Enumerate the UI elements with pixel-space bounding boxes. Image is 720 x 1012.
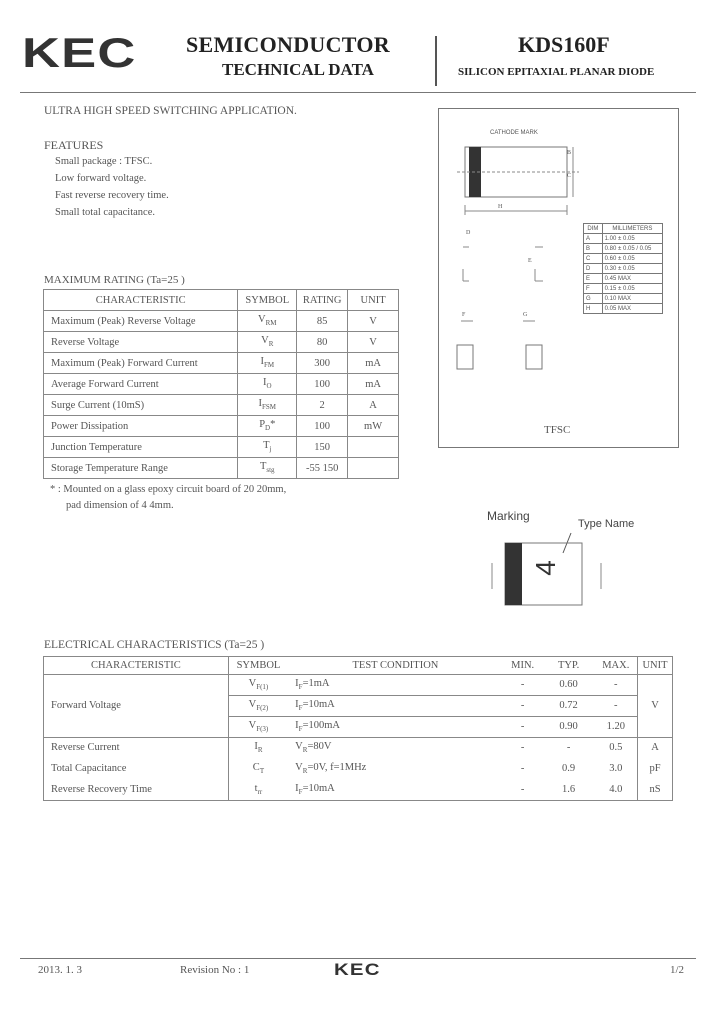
characteristic-cell: Surge Current (10mS) (44, 395, 238, 416)
footer-page-number: 1/2 (670, 964, 685, 976)
symbol-cell: $T_{stg}$ (238, 458, 297, 479)
characteristic-cell: Total Capacitance (44, 758, 229, 779)
table-row (44, 395, 399, 416)
symbol-cell: $V_{F(1)}$ (228, 674, 288, 695)
footer-logo: KEC (334, 960, 381, 979)
symbol-cell: $t_{rr}$ (228, 779, 288, 800)
min-cell: - (520, 742, 525, 754)
condition-cell: $V_R=0V$, f=1MHz (295, 761, 367, 776)
cathode-band (505, 543, 522, 605)
dim-value: 0.05 MAX (602, 304, 662, 314)
unit-cell: nS (638, 779, 673, 800)
min-cell: - (503, 779, 543, 800)
condition-cell: $I_F=10mA$ (288, 695, 503, 716)
symbol-cell: $I_{FM}$ (238, 353, 297, 374)
dim-label-e: E (528, 258, 532, 264)
typ-cell: 0.60 (559, 679, 578, 690)
table-row (44, 311, 399, 332)
dim-key: A (584, 234, 603, 244)
symbol-cell: $V_{F(3)}$ (228, 716, 288, 737)
dim-label-d: D (466, 230, 471, 236)
footer-revision: Revision No : 1 (180, 964, 250, 976)
header-title: SEMICONDUCTOR (186, 32, 390, 57)
symbol-cell: $C_T$ (228, 758, 288, 779)
min-cell: - (520, 679, 525, 690)
characteristic-cell: Maximum (Peak) Forward Current (44, 353, 238, 374)
min-cell: - (520, 763, 525, 774)
dim-value: 1.00 ± 0.05 (602, 234, 662, 244)
rating-cell: 2 (297, 395, 348, 416)
condition-cell: $I_F=1mA$ (295, 677, 330, 692)
table-row (44, 437, 399, 458)
min-cell: - (503, 695, 543, 716)
footer-date: 2013. 1. 3 (38, 964, 82, 976)
dim-label-a: H (498, 204, 503, 210)
max-rating-table (43, 289, 399, 479)
column-header: CHARACTERISTIC (44, 290, 238, 311)
table-row (44, 674, 673, 695)
table-row (44, 374, 399, 395)
part-number: KDS160F (518, 32, 610, 57)
header-rule (20, 92, 696, 93)
type-name-label: Type Name (578, 518, 635, 530)
column-header: TYP. (543, 657, 595, 674)
unit-cell: mA (348, 374, 399, 395)
part-description: SILICON EPITAXIAL PLANAR DIODE (458, 66, 655, 78)
dim-value: 0.10 MAX (602, 294, 662, 304)
characteristic-cell: Forward Voltage (44, 674, 229, 737)
column-header: UNIT (348, 290, 399, 311)
unit-cell: mW (348, 416, 399, 437)
dim-label-g: G (523, 312, 528, 318)
dim-key: E (584, 274, 603, 284)
characteristic-cell: Reverse Voltage (44, 332, 238, 353)
unit-cell: mA (348, 353, 399, 374)
max-cell: 4.0 (595, 779, 638, 800)
unit-cell: A (348, 395, 399, 416)
symbol-cell: $V_{F(2)}$ (228, 695, 288, 716)
characteristic-cell: Storage Temperature Range (44, 458, 238, 479)
column-header: MIN. (503, 657, 543, 674)
dim-key: G (584, 294, 603, 304)
table-row (44, 737, 673, 758)
table-row (44, 779, 673, 800)
min-cell: - (503, 716, 543, 737)
electrical-title: ELECTRICAL CHARACTERISTICS (Ta=25 ) (44, 639, 265, 651)
dim-value: 0.80 ± 0.05 / 0.05 (602, 244, 662, 254)
table-row (44, 353, 399, 374)
table-row (44, 458, 399, 479)
dim-label-f: F (462, 312, 466, 318)
characteristic-cell: Average Forward Current (44, 374, 238, 395)
header-subtitle: TECHNICAL DATA (222, 60, 374, 79)
marking-label: Marking (487, 509, 530, 523)
dim-value: 0.45 MAX (602, 274, 662, 284)
max-cell: 3.0 (609, 763, 623, 774)
unit-cell (348, 458, 399, 479)
unit-cell: pF (638, 758, 673, 779)
application-text: ULTRA HIGH SPEED SWITCHING APPLICATION. (44, 105, 297, 117)
rating-cell: 100 (297, 416, 348, 437)
max-cell: - (595, 695, 638, 716)
table-header-row (44, 290, 399, 311)
column-header: RATING (297, 290, 348, 311)
feature-item: Small package : TFSC. (55, 156, 153, 167)
dim-value: 0.60 ± 0.05 (602, 254, 662, 264)
column-header: SYMBOL (238, 290, 297, 311)
rating-cell: 150 (297, 437, 348, 458)
symbol-cell: $V_R$ (238, 332, 297, 353)
dimension-table (583, 223, 663, 314)
dim-header: DIM (584, 224, 603, 234)
condition-cell: $I_F=10mA$ (288, 779, 503, 800)
max-cell: 1.20 (595, 716, 638, 737)
max-cell: 0.5 (609, 742, 623, 754)
condition-cell: $I_F=100mA$ (288, 716, 503, 737)
table-header-row (44, 657, 673, 674)
rating-cell: 80 (297, 332, 348, 353)
dim-key: H (584, 304, 603, 314)
typ-cell: 0.72 (543, 695, 595, 716)
footer-rule (20, 958, 696, 959)
dim-key: B (584, 244, 603, 254)
condition-cell: $V_R=80V$ (295, 741, 332, 755)
unit-cell: V (638, 674, 673, 737)
dim-key: C (584, 254, 603, 264)
symbol-cell: $I_O$ (238, 374, 297, 395)
table-row (44, 332, 399, 353)
column-header: TEST CONDITION (288, 657, 503, 674)
characteristic-cell: Maximum (Peak) Reverse Voltage (44, 311, 238, 332)
typ-cell: - (566, 742, 571, 754)
dim-key: F (584, 284, 603, 294)
footnote-line2: pad dimension of 4 4mm. (66, 500, 174, 511)
typ-cell: 1.6 (543, 779, 595, 800)
table-row (44, 416, 399, 437)
package-name: TFSC (544, 424, 571, 436)
feature-item: Fast reverse recovery time. (55, 190, 169, 201)
cathode-mark-label: CATHODE MARK (490, 130, 538, 136)
symbol-cell: $I_R$ (228, 737, 288, 758)
column-header: UNIT (638, 657, 673, 674)
electrical-table (43, 657, 673, 801)
feature-item: Small total capacitance. (55, 207, 155, 218)
dim-label-b: B (567, 150, 572, 156)
column-header: CHARACTERISTIC (44, 657, 229, 674)
rating-cell: 100 (297, 374, 348, 395)
typ-cell: 0.9 (562, 763, 576, 774)
characteristic-cell: Reverse Current (44, 737, 229, 758)
header-divider (435, 36, 437, 86)
unit-cell: V (348, 332, 399, 353)
symbol-cell: $I_{FSM}$ (238, 395, 297, 416)
symbol-cell: $T_j$ (238, 437, 297, 458)
typ-cell: 0.90 (543, 716, 595, 737)
max-cell: - (614, 679, 618, 690)
dim-label-c: C (567, 173, 572, 179)
symbol-cell: $V_{RM}$ (238, 311, 297, 332)
max-rating-title: MAXIMUM RATING (Ta=25 ) (44, 274, 185, 286)
characteristic-cell: Power Dissipation (44, 416, 238, 437)
footnote-line1: * : Mounted on a glass epoxy circuit board of 20 20mm, (50, 484, 287, 495)
marking-code: 4 (529, 560, 561, 576)
rating-cell: 85 (297, 311, 348, 332)
column-header: MAX. (595, 657, 638, 674)
dim-value: 0.30 ± 0.05 (602, 264, 662, 274)
dim-value: 0.15 ± 0.05 (602, 284, 662, 294)
features-heading: FEATURES (44, 138, 104, 152)
table-row (44, 758, 673, 779)
rating-cell: 300 (297, 353, 348, 374)
unit-cell (348, 437, 399, 458)
unit-cell: V (348, 311, 399, 332)
rating-cell: -55 150 (297, 458, 348, 479)
column-header: SYMBOL (228, 657, 288, 674)
characteristic-cell: Reverse Recovery Time (44, 779, 229, 800)
dim-header: MILLIMETERS (602, 224, 662, 234)
dim-key: D (584, 264, 603, 274)
characteristic-cell: Junction Temperature (44, 437, 238, 458)
unit-cell: A (638, 737, 673, 758)
company-logo: KEC (22, 29, 137, 76)
symbol-cell: $P_D*$ (238, 416, 297, 437)
feature-item: Low forward voltage. (55, 173, 147, 184)
